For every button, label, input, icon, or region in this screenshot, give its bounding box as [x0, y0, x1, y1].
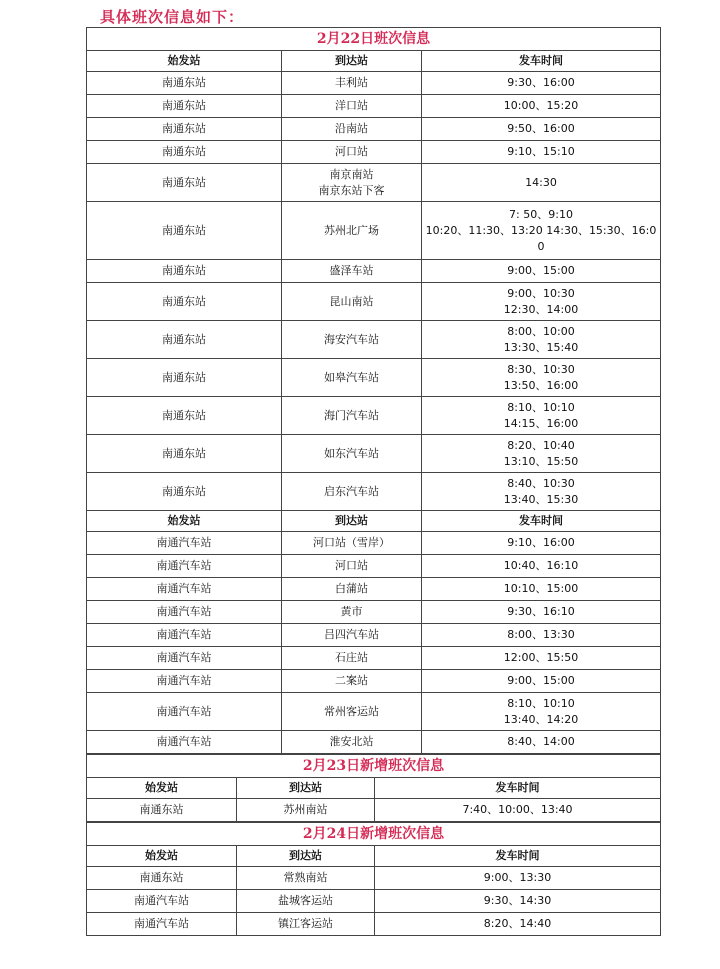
origin-cell: 南通汽车站: [87, 555, 282, 578]
time-cell-line: 12:00、15:50: [503, 651, 579, 664]
schedule-row: [87, 164, 661, 202]
time-cell: [422, 260, 661, 283]
schedule-row: [87, 283, 661, 321]
destination-cell: [282, 397, 422, 435]
header-row: [87, 511, 661, 532]
destination-cell: [282, 670, 422, 693]
time-cell: [422, 693, 661, 731]
schedule-row: [87, 578, 661, 601]
time-cell-line: 8:20、10:40: [507, 438, 575, 452]
schedule-row: [87, 72, 661, 95]
schedule-row: [87, 359, 661, 397]
origin-cell: 南通东站: [87, 321, 282, 359]
header-time: 发车时间: [422, 511, 661, 532]
destination-cell: [282, 532, 422, 555]
schedule-row: [87, 435, 661, 473]
origin-cell: 南通汽车站: [87, 601, 282, 624]
origin-cell: 南通汽车站: [87, 624, 282, 647]
header-destination: 到达站: [282, 511, 422, 532]
schedule-row: [87, 731, 661, 754]
origin-cell: 南通东站: [87, 260, 282, 283]
origin-cell: 南通汽车站: [87, 670, 282, 693]
schedule-row: [87, 141, 661, 164]
destination-cell-line: 吕四汽车站: [324, 628, 379, 641]
origin-cell: 南通东站: [87, 118, 282, 141]
header-destination: 到达站: [237, 846, 375, 867]
destination-cell: [282, 601, 422, 624]
destination-cell-line: 昆山南站: [329, 294, 374, 308]
origin-cell: 南通东站: [87, 867, 237, 890]
time-cell-line: 9:30、14:30: [483, 894, 552, 907]
time-cell: [422, 578, 661, 601]
origin-cell: 南通汽车站: [87, 532, 282, 555]
time-cell: [422, 397, 661, 435]
time-cell-line: 10:20、11:30、13:20 14:30、15:30、16:0: [425, 223, 657, 237]
time-cell-line: 9:10、16:00: [507, 536, 575, 549]
time-cell-line: 13:30、15:40: [503, 340, 579, 354]
schedule-row: [87, 867, 661, 890]
time-cell: [422, 359, 661, 397]
time-cell: [422, 647, 661, 670]
time-cell: [422, 202, 661, 260]
destination-cell-line: 常州客运站: [324, 704, 379, 718]
destination-cell: [282, 693, 422, 731]
header-time: 发车时间: [375, 846, 661, 867]
origin-cell: 南通东站: [87, 799, 237, 822]
destination-cell: [282, 72, 422, 95]
destination-cell: [282, 164, 422, 202]
destination-cell-line: 沿南站: [335, 122, 368, 135]
time-cell: [422, 601, 661, 624]
destination-cell-line: 河口站: [335, 559, 368, 572]
destination-cell-line: 盐城客运站: [278, 894, 333, 907]
time-cell-line: 8:00、10:00: [507, 324, 575, 338]
destination-cell: [282, 473, 422, 511]
time-cell-line: 8:00、13:30: [507, 628, 575, 641]
time-cell-line: 14:30: [525, 175, 557, 189]
time-cell: [422, 118, 661, 141]
header-destination: 到达站: [282, 51, 422, 72]
time-cell: [375, 867, 661, 890]
time-cell: [422, 473, 661, 511]
time-cell-line: 0: [537, 239, 545, 253]
time-cell-line: 9:30、16:10: [507, 605, 575, 618]
time-cell-line: 8:10、10:10: [507, 400, 575, 414]
time-cell-line: 9:00、15:00: [507, 674, 575, 687]
destination-cell-line: 苏州南站: [283, 803, 328, 816]
origin-cell: 南通东站: [87, 397, 282, 435]
destination-cell: [282, 435, 422, 473]
origin-cell: 南通东站: [87, 202, 282, 260]
time-cell-line: 9:50、16:00: [507, 122, 575, 135]
destination-cell: [282, 578, 422, 601]
destination-cell: [282, 731, 422, 754]
time-cell-line: 8:40、10:30: [507, 476, 575, 490]
schedule-row: [87, 260, 661, 283]
time-cell-line: 9:00、13:30: [483, 871, 552, 884]
destination-cell-line: 河口站: [335, 145, 368, 158]
schedule-row: [87, 601, 661, 624]
destination-cell-line: 如皋汽车站: [324, 370, 379, 384]
header-time: 发车时间: [422, 51, 661, 72]
schedule-row: [87, 473, 661, 511]
time-cell-line: 12:30、14:00: [503, 302, 579, 316]
destination-cell-line: 二案站: [335, 674, 368, 687]
destination-cell-line: 启东汽车站: [324, 484, 379, 498]
destination-cell-line: 海安汽车站: [324, 332, 379, 346]
section-title: 2月22日班次信息: [87, 28, 661, 51]
destination-cell: [282, 202, 422, 260]
time-cell-line: 10:40、16:10: [503, 559, 579, 572]
header-origin: 始发站: [87, 511, 282, 532]
destination-cell-line: 盛泽车站: [329, 264, 374, 277]
time-cell-line: 9:00、10:30: [507, 286, 575, 300]
time-cell: [422, 532, 661, 555]
schedule-row: [87, 397, 661, 435]
schedule-table-feb23: [86, 754, 661, 822]
section-title: 2月24日新增班次信息: [87, 823, 661, 846]
origin-cell: 南通汽车站: [87, 578, 282, 601]
origin-cell: 南通汽车站: [87, 890, 237, 913]
schedule-row: [87, 890, 661, 913]
time-cell: [422, 72, 661, 95]
time-cell: [375, 799, 661, 822]
destination-cell-line: 丰利站: [335, 76, 368, 89]
header-origin: 始发站: [87, 778, 237, 799]
schedule-row: [87, 95, 661, 118]
origin-cell: 南通汽车站: [87, 693, 282, 731]
time-cell-line: 13:50、16:00: [503, 378, 579, 392]
header-destination: 到达站: [237, 778, 375, 799]
schedule-row: [87, 913, 661, 936]
destination-cell: [237, 890, 375, 913]
time-cell-line: 8:10、10:10: [507, 696, 575, 710]
schedule-row: [87, 118, 661, 141]
destination-cell: [282, 624, 422, 647]
destination-cell: [282, 260, 422, 283]
time-cell-line: 13:40、15:30: [503, 492, 579, 506]
schedule-table-feb24: [86, 822, 661, 936]
time-cell: [375, 890, 661, 913]
section-title: 2月23日新增班次信息: [87, 755, 661, 778]
schedule-row: [87, 532, 661, 555]
schedule-row: [87, 647, 661, 670]
schedule-frame: [86, 27, 660, 936]
time-cell: [422, 624, 661, 647]
destination-cell: [237, 867, 375, 890]
destination-cell: [282, 321, 422, 359]
time-cell: [422, 670, 661, 693]
time-cell-line: 7: 50、9:10: [509, 207, 573, 221]
destination-cell-line: 苏州北广场: [324, 223, 379, 237]
origin-cell: 南通东站: [87, 95, 282, 118]
time-cell: [422, 435, 661, 473]
time-cell-line: 9:10、15:10: [507, 145, 575, 158]
time-cell: [422, 283, 661, 321]
destination-cell-line: 淮安北站: [329, 735, 374, 748]
destination-cell-line: 常熟南站: [283, 871, 328, 884]
destination-cell: [282, 283, 422, 321]
header-row: [87, 51, 661, 72]
time-cell-line: 10:10、15:00: [503, 582, 579, 595]
time-cell: [422, 141, 661, 164]
intro-heading: 具体班次信息如下：: [100, 8, 245, 26]
header-origin: 始发站: [87, 846, 237, 867]
destination-cell-line: 海门汽车站: [324, 408, 379, 422]
schedule-row: [87, 202, 661, 260]
schedule-row: [87, 670, 661, 693]
origin-cell: 南通东站: [87, 473, 282, 511]
schedule-row: [87, 555, 661, 578]
destination-cell: [237, 913, 375, 936]
destination-cell: [282, 118, 422, 141]
time-cell-line: 9:00、15:00: [507, 264, 575, 277]
destination-cell: [282, 647, 422, 670]
origin-cell: 南通东站: [87, 164, 282, 202]
time-cell-line: 10:00、15:20: [503, 99, 579, 112]
destination-cell-line: 如东汽车站: [324, 446, 379, 460]
time-cell-line: 13:40、14:20: [503, 712, 579, 726]
time-cell: [422, 164, 661, 202]
time-cell-line: 9:30、16:00: [507, 76, 575, 89]
origin-cell: 南通东站: [87, 435, 282, 473]
time-cell: [422, 321, 661, 359]
time-cell: [375, 913, 661, 936]
origin-cell: 南通东站: [87, 72, 282, 95]
destination-cell: [237, 799, 375, 822]
destination-cell-line: 南京东站下客: [318, 183, 385, 197]
destination-cell: [282, 555, 422, 578]
time-cell-line: 14:15、16:00: [503, 416, 579, 430]
schedule-row: [87, 693, 661, 731]
schedule-table-feb22: [86, 27, 661, 754]
origin-cell: 南通汽车站: [87, 913, 237, 936]
origin-cell: 南通汽车站: [87, 647, 282, 670]
time-cell-line: 8:40、14:00: [507, 735, 575, 748]
schedule-row: [87, 799, 661, 822]
destination-cell-line: 河口站（雪岸）: [313, 536, 390, 549]
header-origin: 始发站: [87, 51, 282, 72]
time-cell: [422, 95, 661, 118]
origin-cell: 南通东站: [87, 283, 282, 321]
schedule-row: [87, 624, 661, 647]
destination-cell: [282, 95, 422, 118]
time-cell: [422, 555, 661, 578]
time-cell-line: 13:10、15:50: [503, 454, 579, 468]
origin-cell: 南通汽车站: [87, 731, 282, 754]
time-cell-line: 8:20、14:40: [483, 917, 552, 930]
header-row: [87, 846, 661, 867]
time-cell: [422, 731, 661, 754]
destination-cell-line: 洋口站: [335, 99, 368, 112]
header-time: 发车时间: [375, 778, 661, 799]
origin-cell: 南通东站: [87, 359, 282, 397]
time-cell-line: 7:40、10:00、13:40: [462, 803, 573, 816]
header-row: [87, 778, 661, 799]
schedule-row: [87, 321, 661, 359]
destination-cell: [282, 141, 422, 164]
destination-cell-line: 镇江客运站: [278, 917, 333, 930]
destination-cell-line: 石庄站: [335, 651, 368, 664]
origin-cell: 南通东站: [87, 141, 282, 164]
time-cell-line: 8:30、10:30: [507, 362, 575, 376]
destination-cell-line: 南京南站: [329, 167, 374, 181]
destination-cell-line: 黄市: [340, 605, 363, 618]
destination-cell: [282, 359, 422, 397]
destination-cell-line: 白蒲站: [335, 582, 368, 595]
